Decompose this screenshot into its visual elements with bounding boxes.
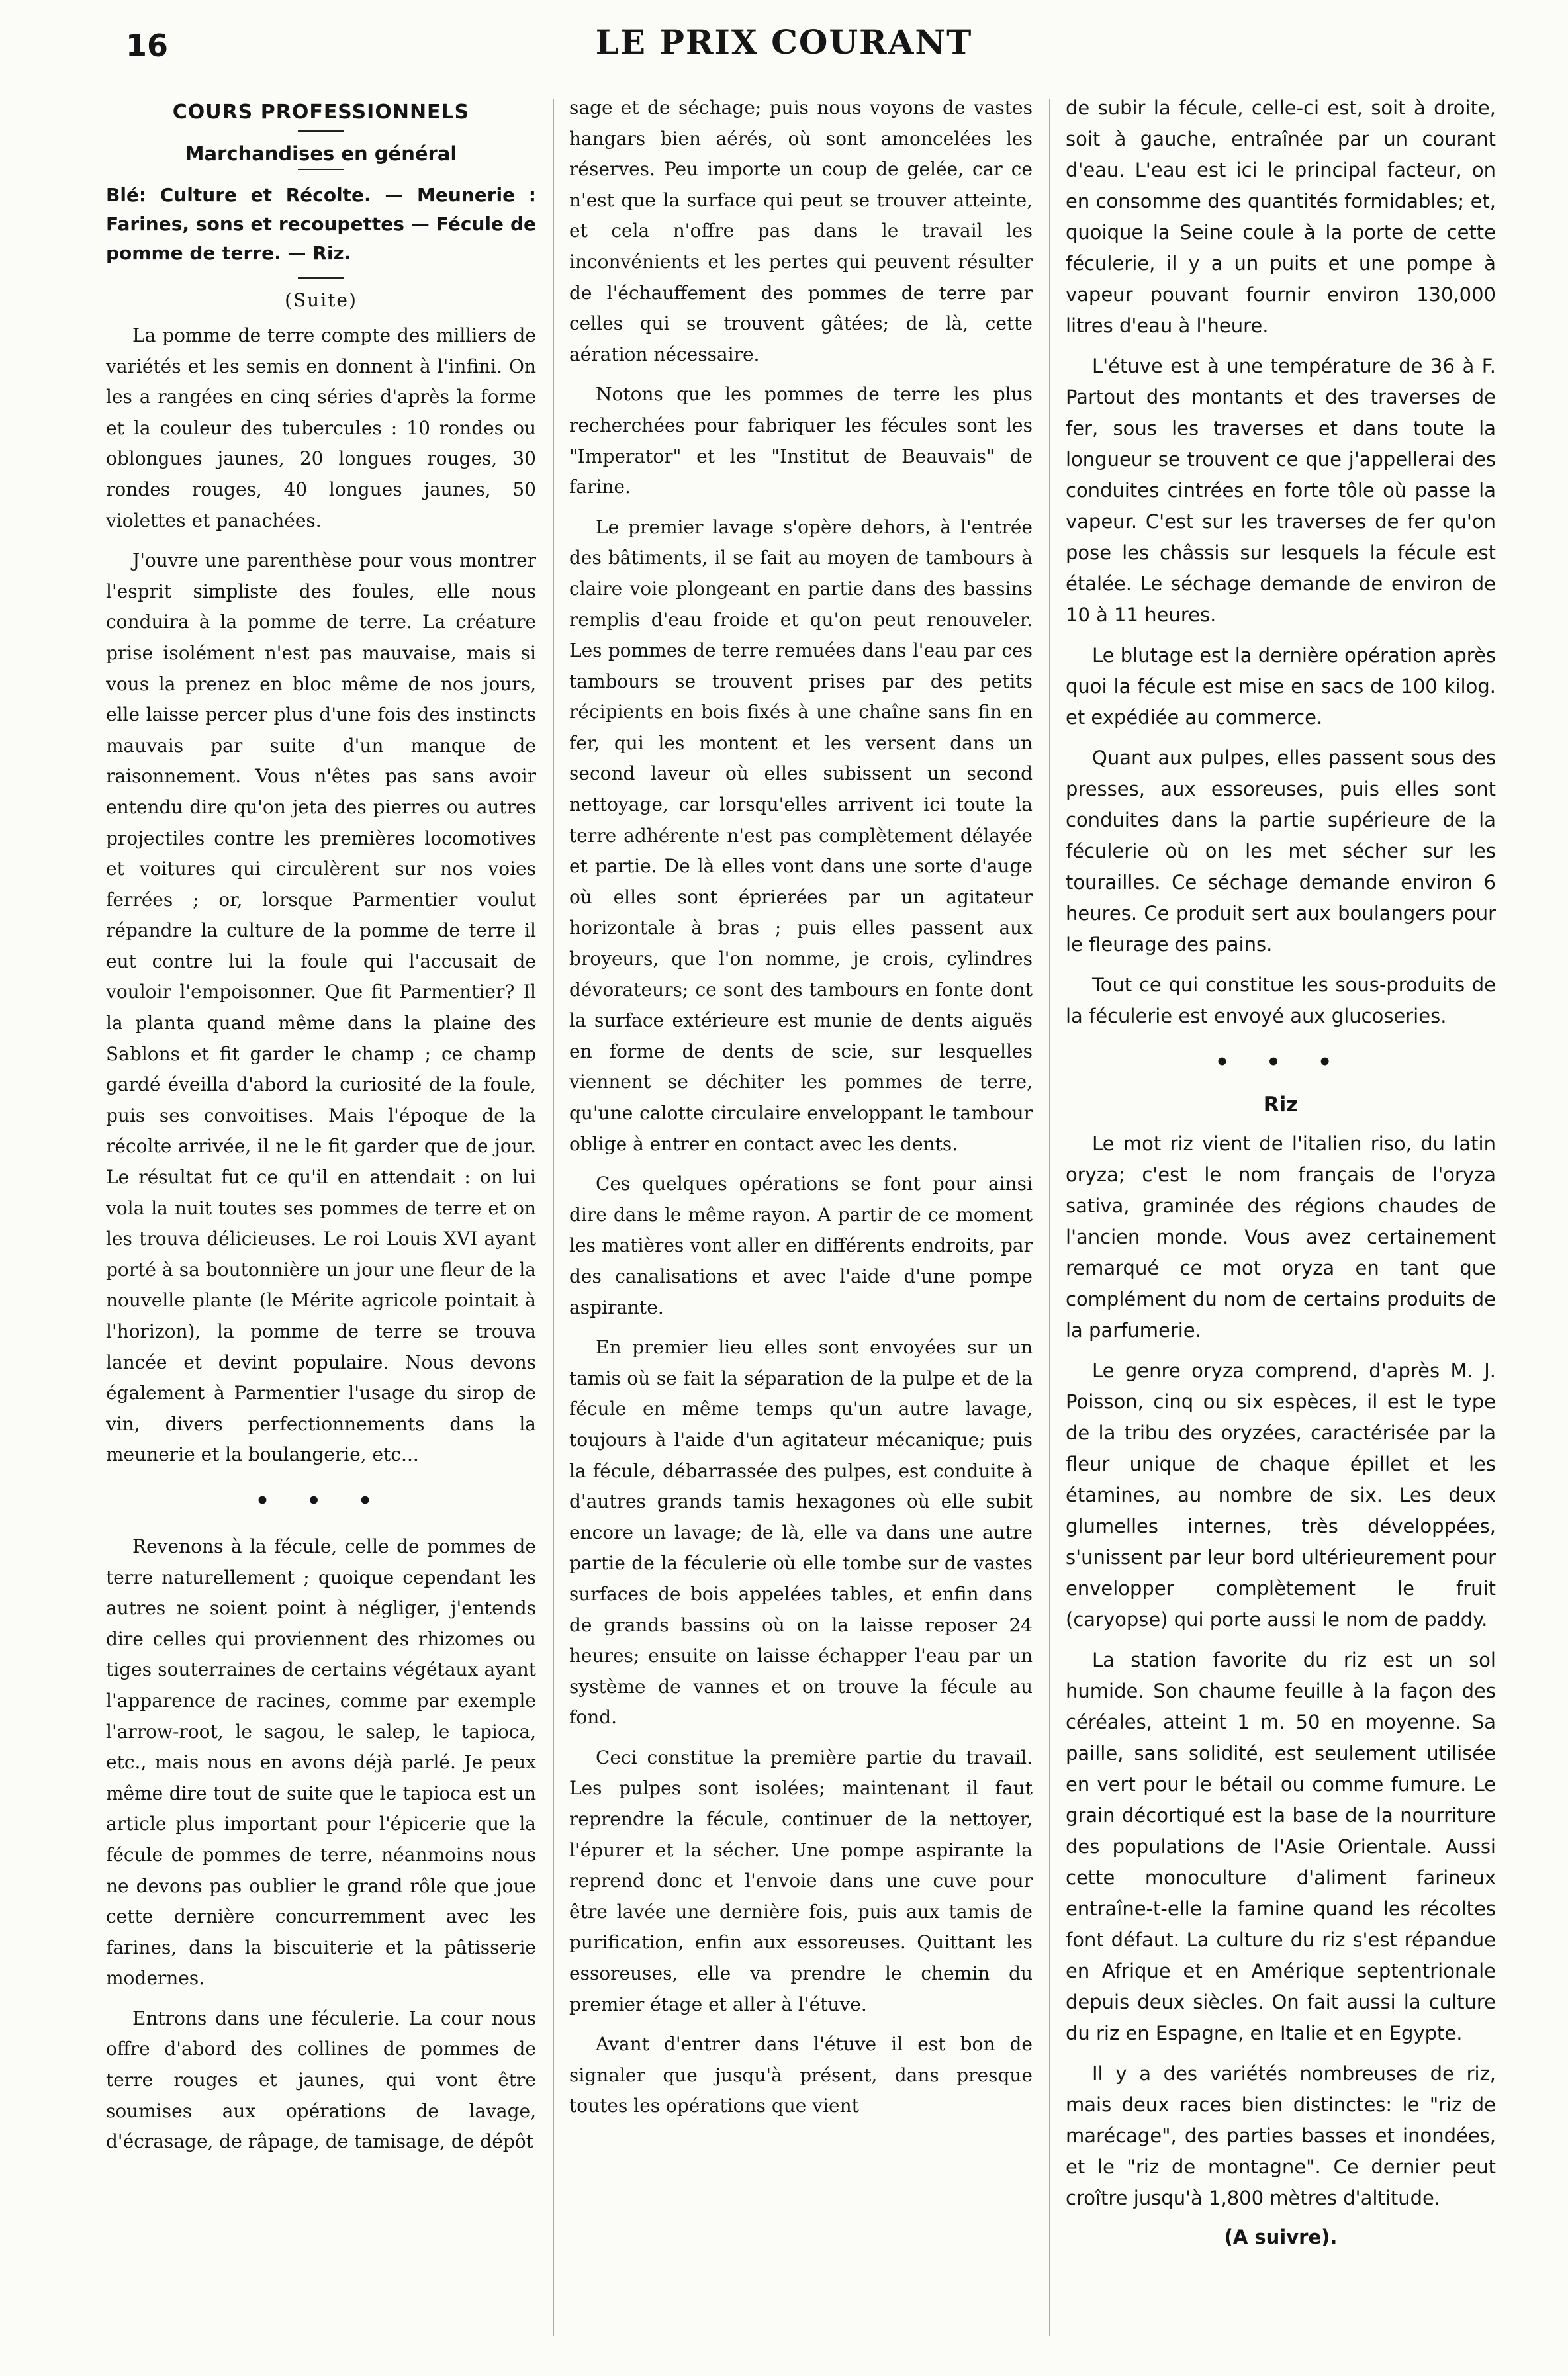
section-title: COURS PROFESSIONNELS [172, 101, 470, 124]
paragraph: En premier lieu elles sont envoyées sur un tamis où se fait la séparation de la pulpe et de la fécule en même temps qu'un autre lavage, toujours à l'aide d'un agitateur mécanique; puis la fécule, débarrassée des pulpes, est conduite à d'autres grands tamis hexagones où elle subit encore un lavage; de là, elle va dans une autre partie de la féculerie où elle tombe sur de vastes surfaces de bois appelées tables, et enfin dans de grands bassins où on la laisse reposer 24 heures; ensuite on laisse échapper l'eau par un système de vannes et on trouve la fécule au fond. [569, 1336, 1033, 1729]
section-subtitle: Marchandises en général [185, 142, 457, 165]
suite-label: (Suite) [285, 289, 357, 311]
paragraph: Ces quelques opérations se font pour ainsi dire dans le même rayon. A partir de ce moment les matières vont aller en différents endroits, par des canalisations et avec l'aide d'une pompe aspirante. [569, 1173, 1033, 1318]
paragraph: Notons que les pommes de terre les plus recherchées pour fabriquer les fécules sont les "Imperator" et les "Institut de Beauvais" de farine. [569, 383, 1033, 498]
column-3 [1066, 93, 1496, 2350]
section-separator: • • • [255, 1487, 387, 1514]
paragraph: L'étuve est à une température de 36 à F. Partout des montants et des traverses de fer, sous les traverses et dans toute la longueur se trouvent ce que j'appellerai des conduites cintrées en forte tôle où passe la vapeur. C'est sur les traverses de fer qu'on pose les châssis sur lesquels la fécule est étalée. Le séchage demande de environ de 10 à 11 heures. [1066, 355, 1496, 626]
paragraph: Le premier lavage s'opère dehors, à l'entrée des bâtiments, il se fait au moyen de tambours à claire voie plongeant en partie dans des bassins remplis d'eau froide et qu'on peut renouveler. Les pommes de terre remuées dans l'eau par ces tambours se trouvent prises par des petits récipients en bois fixés à une chaîne sans fin en fer, qui les montent et les versent dans un second laveur où elles subissent un second nettoyage, car lorsqu'elles arrivent ici toute la terre adhérente n'est pas complètement délayée et partie. De là elles vont dans une sorte d'auge où elles sont éprierées par un agitateur horizontale à bras ; puis elles passent aux broyeurs, que l'on nomme, je crois, cylindres dévorateurs; ce sont des tambours en fonte dont la surface extérieure est munie de dents aiguës en forme de dents de scie, sur lesquelles viennent se déchiter les pommes de terre, qu'une calotte circulaire enveloppant le tambour oblige à entrer en contact avec les dents. [569, 516, 1033, 1155]
column-2 [569, 93, 1033, 2350]
paragraph: Le blutage est la dernière opération après quoi la fécule est mise en sacs de 100 kilog. et expédiée au commerce. [1066, 644, 1496, 729]
paragraph: Il y a des variétés nombreuses de riz, mais deux races bien distinctes: le "riz de marécage", des parties basses et inondées, et le "riz de montagne". Ce dernier peut croître jusqu'à 1,800 mètres d'altitude. [1066, 2062, 1496, 2209]
topics-rule [298, 277, 344, 279]
paragraph: Le genre oryza comprend, d'après M. J. Poisson, cinq ou six espèces, il est le type de la tribu des oryzées, caractérisée par la fleur unique de chaque épillet et les étamines, au nombre de six. Les deux glumelles internes, très développées, s'unissent par leur bord ultérieurement pour envelopper complètement le fruit (caryopse) qui porte aussi le nom de paddy. [1066, 1359, 1496, 1631]
paragraph: Le mot riz vient de l'italien riso, du latin oryza; c'est le nom français de l'oryza sativa, graminée des régions chaudes de l'ancien monde. Vous avez certainement remarqué ce mot oryza en tant que complément du nom de certains produits de la parfumerie. [1066, 1132, 1496, 1342]
paragraph: de subir la fécule, celle-ci est, soit à droite, soit à gauche, entraînée par un courant d'eau. L'eau est ici le principal facteur, on en consomme des quantités formidables; et, quoique la Seine coule à la porte de cette féculerie, il y a un puits et une pompe à vapeur pouvant fournir environ 130,000 litres d'eau à l'heure. [1066, 97, 1496, 337]
paragraph: Tout ce qui constitue les sous-produits de la féculerie est envoyé aux glucoseries. [1066, 974, 1496, 1027]
paragraph: La station favorite du riz est un sol humide. Son chaume feuille à la façon des céréales, atteint 1 m. 50 en moyenne. Sa paille, sans solidité, est seulement utilisée en vert pour le bétail ou comme fumure. Le grain décortiqué est la base de la nourriture des populations de l'Asie Orientale. Aussi cette monoculture d'aliment farineux entraîne-t-elle la famine quand les récoltes font défaut. La culture du riz s'est répandue en Afrique et en Amérique septentrionale depuis deux siècles. On fait aussi la culture du riz en Espagne, en Italie et en Egypte. [1066, 1649, 1496, 2044]
paragraph: La pomme de terre compte des milliers de variétés et les semis en donnent à l'infini. On les a rangées en cinq séries d'après la forme et la couleur des tubercules : 10 rondes ou oblongues jaunes, 20 longues rouges, 30 rondes rouges, 40 longues jaunes, 50 violettes et panachées. [106, 324, 536, 531]
page-number: 16 [126, 28, 169, 64]
topics-list: Blé: Culture et Récolte. — Meunerie : Farines, sons et recoupettes — Fécule de pomme de terre. — Riz. [106, 184, 536, 264]
riz-heading: Riz [1263, 1093, 1299, 1117]
paragraph: Revenons à la fécule, celle de pommes de terre naturellement ; quoique cependant les autres ne soient point à négliger, j'entends dire celles qui proviennent des rhizomes ou tiges souterraines de certains végétaux ayant l'apparence de racines, comme par exemple l'arrow-root, le sagou, le salep, le tapioca, etc., mais nous en avons déjà parlé. Je peux même dire tout de suite que le tapioca est un article plus important pour l'épicerie que la fécule de pommes de terre, néanmoins nous ne devons pas oublier le grand rôle que joue cette dernière concurremment avec les farines, dans la biscuiterie et la pâtisserie modernes. [106, 1535, 536, 1989]
column-divider [553, 99, 554, 2336]
column-1 [106, 93, 536, 2350]
paragraph: J'ouvre une parenthèse pour vous montrer l'esprit simpliste des foules, elle nous conduira à la pomme de terre. La créature prise isolément n'est pas mauvaise, mais si vous la prenez en bloc même de nos jours, elle laisse percer plus d'une fois des instincts mauvais par suite d'un manque de raisonnement. Vous n'êtes pas sans avoir entendu dire qu'on jeta des pierres ou autres projectiles contre les premières locomotives et voitures qui circulèrent sur nos voies ferrées ; or, lorsque Parmentier voulut répandre la culture de la pomme de terre il eut contre lui la foule qui l'accusait de vouloir l'empoisonner. Que fit Parmentier? Il la planta quand même dans la plaine des Sablons et fit garder le champ ; ce champ gardé éveilla d'abord la curiosité de la foule, puis ses convoitises. Mais l'époque de la récolte arrivée, il ne le fit garder que de jour. Le résultat fut ce qu'il en attendait : on lui vola la nuit toutes ses pommes de terre et on les trouva délicieuses. Le roi Louis XVI ayant porté à sa boutonnière un jour une fleur de la nouvelle plante (le Mérite agricole pointait à l'horizon), la pomme de terre se trouva lancée et devint populaire. Nous devons également à Parmentier l'usage du sirop de vin, divers perfectionnements dans la meunerie et la boulangerie, etc... [106, 549, 536, 1466]
page-header [0, 20, 1568, 73]
paragraph: Avant d'entrer dans l'étuve il est bon de signaler que jusqu'à présent, dans presque toutes les opérations que vient [569, 2033, 1033, 2117]
title-rule [298, 130, 344, 132]
subtitle-rule [298, 169, 344, 170]
paragraph: Ceci constitue la première partie du travail. Les pulpes sont isolées; maintenant il faut reprendre la fécule, continuer de la nettoyer, l'épurer et la sécher. Une pompe aspirante la reprend donc et l'envoie dans une cuve pour être lavée une dernière fois, puis aux tamis de purification, enfin aux essoreuses. Quittant les essoreuses, elle va prendre le chemin du premier étage et aller à l'étuve. [569, 1746, 1033, 2015]
to-be-continued: (A suivre). [1224, 2226, 1338, 2248]
paragraph: Entrons dans une féculerie. La cour nous offre d'abord des collines de pommes de terre rouges et jaunes, qui vont être soumises aux opérations de lavage, d'écrasage, de râpage, de tamisage, de dépôt [106, 2007, 536, 2153]
column-divider [1049, 99, 1050, 2336]
paragraph: sage et de séchage; puis nous voyons de vastes hangars bien aérés, où sont amoncelées les réserves. Peu importe un coup de gelée, car ce n'est que la surface qui peut se trouver atteinte, et cela n'offre pas dans le travail les inconvénients et les pertes qui peuvent résulter de l'échauffement des pommes de terre par celles qui se trouvent gâtées; de là, cette aération nécessaire. [569, 97, 1033, 365]
section-separator: • • • [1215, 1049, 1347, 1075]
paragraph: Quant aux pulpes, elles passent sous des presses, aux essoreuses, puis elles sont conduites dans la partie supérieure de la féculerie où on les met sécher sur les tourailles. Ce séchage demande environ 6 heures. Ce produit sert aux boulangers pour le fleurage des pains. [1066, 747, 1496, 956]
journal-title: LE PRIX COURANT [595, 23, 973, 62]
